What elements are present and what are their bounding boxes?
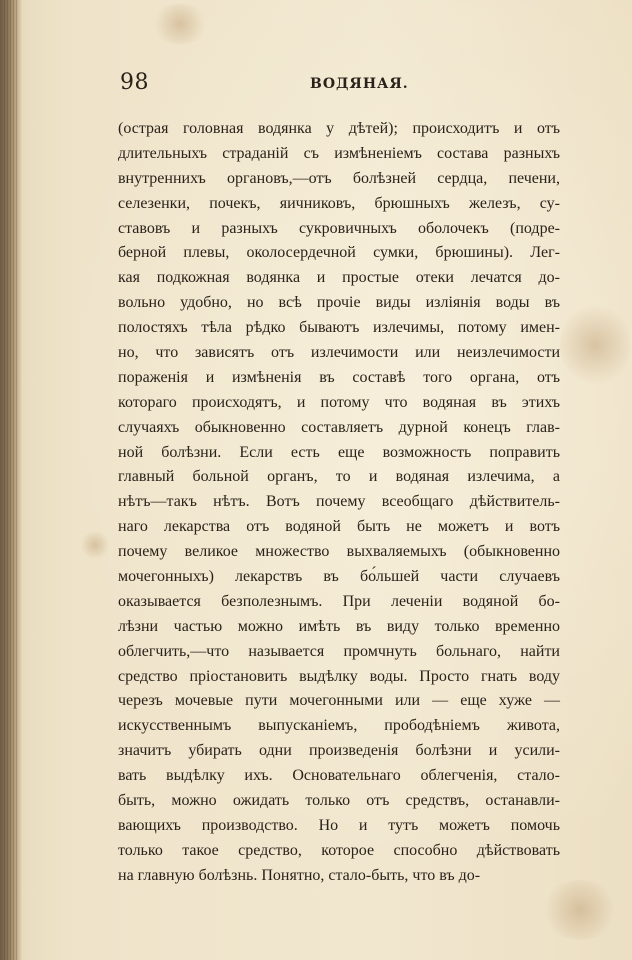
text-line: пораженія и измѣненія въ составѣ того органа, отъ (118, 368, 560, 386)
text-line: наго лекарства отъ водяной быть не можетъ и вотъ (118, 518, 560, 536)
text-line: вольно удобно, но всѣ прочіе виды изліянія воды въ (118, 294, 560, 312)
page-header (120, 70, 580, 100)
text-line: на главную болѣзнь. Понятно, стало-быть, что въ до- (118, 866, 481, 884)
text-line: ной болѣзни. Если есть еще возможность поправить (118, 443, 560, 461)
spine-page-edges (4, 0, 18, 960)
text-line: почему великое множество выхваляемыхъ (обыкновенно (118, 543, 560, 561)
running-title: ВОДЯНАЯ. (310, 76, 409, 92)
paper-stain (150, 4, 210, 44)
text-line: главный больной органъ, то и водяная излечима, а (118, 468, 560, 486)
text-line: средство пріостановить выдѣлку воды. Просто гнать воду (118, 667, 560, 685)
text-line: черезъ мочевые пути мочегонными или — еще хуже — (118, 692, 560, 710)
page-number: 98 (120, 70, 149, 95)
text-line: но, что зависятъ отъ излечимости или неизлечимости (118, 344, 560, 362)
text-line: вающихъ производство. Но и тутъ можетъ помочь (118, 816, 560, 834)
paper-stain (540, 880, 620, 940)
text-line: длительныхъ страданій съ измѣненіемъ состава разныхъ (118, 144, 560, 162)
text-line: ставовъ и разныхъ сукровичныхъ оболочекъ (подре- (118, 219, 560, 237)
text-line: кая подкожная водянка и простые отеки лечатся до- (118, 269, 560, 287)
text-line: только такое средство, которое способно дѣйствовать (118, 841, 560, 859)
body-text (118, 117, 560, 889)
text-line: берной плевы, околосердечной сумки, брюшины). Лег- (118, 244, 560, 262)
paper-stain (560, 300, 630, 390)
text-line: внутреннихъ органовъ,—отъ болѣзней сердца, печени, (118, 169, 560, 187)
text-line: быть, можно ожидать только отъ средствъ, останавли- (118, 792, 560, 810)
text-line: (острая головная водянка у дѣтей); происходитъ и отъ (118, 120, 560, 137)
text-line: облегчить,—что называется промчнуть больнаго, найти (118, 642, 560, 660)
text-line: оказывается безполезнымъ. При леченіи водяной бо- (118, 592, 560, 610)
text-line: мочегонныхъ) лекарствъ въ бо́льшей части случаевъ (118, 568, 560, 586)
text-line: котораго происходятъ, и потому что водяная въ этихъ (118, 393, 560, 411)
text-line: нѣтъ—такъ нѣтъ. Вотъ почему всеобщаго дѣйствитель- (118, 493, 560, 511)
text-line: лѣзни частью можно имѣть въ виду только временно (118, 617, 560, 635)
text-line: селезенки, почекъ, яичниковъ, брюшныхъ железъ, су- (118, 194, 560, 212)
paper-stain (80, 530, 110, 560)
text-line: значитъ убирать одни произведенія болѣзни и усили- (118, 742, 560, 760)
text-line: случаяхъ обыкновенно составляетъ дурной конецъ глав- (118, 418, 560, 436)
text-line: вать выдѣлку ихъ. Основательнаго облегченія, стало- (118, 767, 560, 785)
text-line: полостяхъ тѣла рѣдко бываютъ излечимы, потому имен- (118, 319, 560, 337)
text-line: искусственнымъ выпусканіемъ, прободѣніемъ живота, (118, 717, 560, 735)
